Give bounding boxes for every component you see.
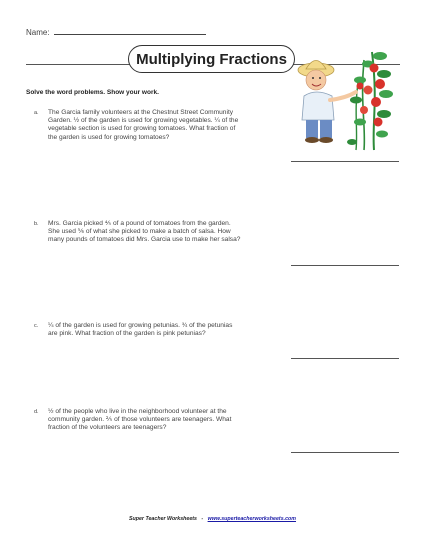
problem-b [34,220,243,245]
answer-line-d[interactable] [291,452,399,453]
name-line[interactable] [54,27,206,35]
answer-line-a[interactable] [291,161,399,162]
problem-a [34,109,243,142]
problem-text: Mrs. Garcia picked ⅘ of a pound of tomatoes from the garden. She used ⅚ of what she picked to make a batch of salsa. How many pounds of tomatoes did Mrs. Garcia use to make her salsa? [48,220,241,244]
problem-c [34,322,243,338]
problem-letter: a. [34,110,39,116]
problem-text: ½ of the people who live in the neighborhood volunteer at the community garden. ⅖ of those volunteers are teenagers. What fraction of the volunteers are teenagers? [48,408,232,432]
gardener-illustration [294,42,406,154]
name-label: Name: [26,28,50,37]
footer-brand: Super Teacher Worksheets [128,516,197,522]
instructions: Solve the word problems. Show your work. [26,89,159,96]
answer-line-c[interactable] [291,358,399,359]
problem-letter: c. [34,323,39,329]
footer-url-link[interactable]: www.superteacherworksheets.com [207,516,297,522]
page-title: Multiplying Fractions [128,45,295,73]
problem-text: The Garcia family volunteers at the Chestnut Street Community Garden. ½ of the garden is used for growing vegetables. ¼ of the vegetable section is used for growing tomatoes. What fraction of the garden is used for growing tomatoes? [48,109,239,141]
problem-text: ¼ of the garden is used for growing petunias. ¾ of the petunias are pink. What fraction of the garden is pink petunias? [48,322,233,338]
problem-d [34,408,243,433]
name-field[interactable] [26,27,206,37]
footer-separator: - [201,516,204,522]
problem-letter: d. [34,409,39,415]
answer-line-b[interactable] [291,265,399,266]
problem-letter: b. [34,221,39,227]
footer [0,516,425,522]
gardener-boy [298,61,356,144]
